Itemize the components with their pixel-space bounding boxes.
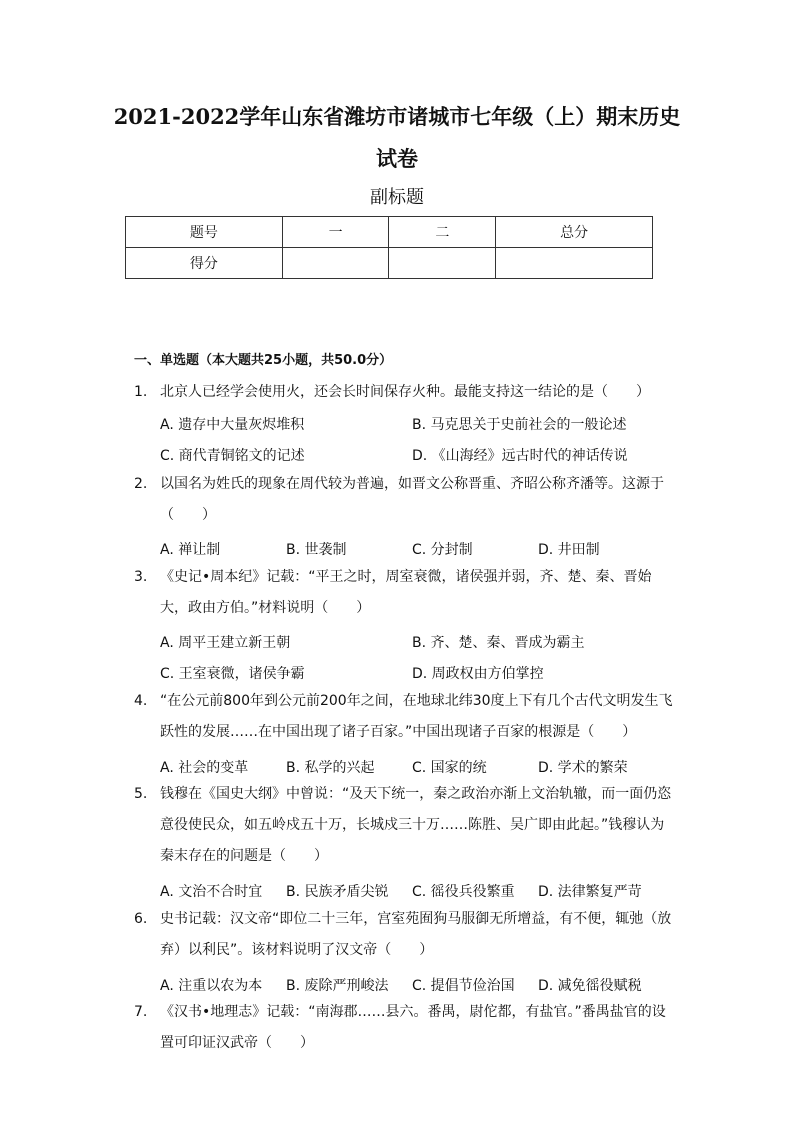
score-input-cell[interactable] [389,248,496,279]
question-number: 1. [134,384,148,400]
question-stem: 钱穆在《国史大纲》中曾说：“及天下统一，秦之政治亦渐上文治轨辙，而一面仍恣意役使民众，如五岭戍五十万，长城戍三十万……陈胜、吴广即由此起。”钱穆认为秦末存在的问题是（ ） [160,786,672,864]
score-row-label: 得分 [126,248,283,279]
option[interactable]: C. 王室衰微，诸侯争霸 [160,666,305,682]
question [134,904,674,966]
score-table [125,216,653,279]
question-stem: 北京人已经学会使用火，还会长时间保存火种。最能支持这一结论的是（ ） [160,384,650,400]
option[interactable]: C. 分封制 [412,542,473,558]
option[interactable]: B. 废除严刑峻法 [286,978,389,994]
option[interactable]: A. 禅让制 [160,542,221,558]
question [134,997,674,1059]
option[interactable]: D. 周政权由方伯掌控 [412,666,544,682]
score-header-cell: 题号 [126,217,283,248]
option[interactable]: A. 遗存中大量灰烬堆积 [160,417,305,433]
option[interactable]: D. 学术的繁荣 [538,760,628,776]
score-input-cell[interactable] [282,248,389,279]
option[interactable]: B. 齐、楚、秦、晋成为霸主 [412,635,585,651]
option[interactable]: D. 井田制 [538,542,600,558]
exam-subtitle: 副标题 [370,187,424,208]
question [134,779,674,872]
option[interactable]: A. 周平王建立新王朝 [160,635,291,651]
option[interactable]: D. 减免徭役赋税 [538,978,642,994]
option[interactable]: C. 商代青铜铭文的记述 [160,448,305,464]
option[interactable]: D. 《山海经》远古时代的神话传说 [412,448,628,464]
score-header-cell: 一 [282,217,389,248]
option[interactable]: A. 文治不合时宜 [160,884,263,900]
section-heading: 一、单选题（本大题共25小题，共50.0分） [134,353,393,368]
question-number: 2. [134,476,148,492]
question-number: 6. [134,911,148,927]
question-stem: 《史记•周本纪》记载：“平王之时，周室衰微，诸侯强并弱，齐、楚、秦、晋始大，政由方伯。”材料说明（ ） [160,569,652,616]
question-number: 4. [134,693,148,709]
question [134,686,674,748]
option[interactable]: B. 世袭制 [286,542,347,558]
option[interactable]: D. 法律繁复严苛 [538,884,642,900]
option[interactable]: B. 民族矛盾尖锐 [286,884,389,900]
question-number: 5. [134,786,148,802]
score-header-cell: 二 [389,217,496,248]
question-stem: 《汉书•地理志》记载：“南海郡……县六。番禺，尉佗都，有盐官。”番禺盐官的设置可印证汉武帝（ ） [160,1004,666,1051]
question [134,469,674,531]
question-stem: 史书记载：汉文帝“即位二十三年，宫室苑囿狗马服御无所增益，有不便，辄弛（放弃）以利民”。该材料说明了汉文帝（ ） [160,911,672,958]
score-header-cell: 总分 [496,217,653,248]
option[interactable]: A. 社会的变革 [160,760,249,776]
score-table-score-row [126,248,653,279]
exam-title: 2021-2022学年山东省潍坊市诸城市七年级（上）期末历史试卷 [113,104,681,171]
question-number: 3. [134,569,148,585]
option[interactable]: C. 提倡节俭治国 [412,978,515,994]
question [134,562,674,624]
score-input-cell[interactable] [496,248,653,279]
question-stem: 以国名为姓氏的现象在周代较为普遍，如晋文公称晋重、齐昭公称齐潘等。这源于（ ） [160,476,664,523]
score-table-header-row [126,217,653,248]
question-stem: “在公元前800年到公元前200年之间，在地球北纬30度上下有几个古代文明发生飞跃性的发展……在中国出现了诸子百家。”中国出现诸子百家的根源是（ ） [160,693,673,740]
option[interactable]: C. 徭役兵役繁重 [412,884,515,900]
question [134,377,674,408]
option[interactable]: B. 马克思关于史前社会的一般论述 [412,417,627,433]
option[interactable]: C. 国家的统 [412,760,487,776]
option[interactable]: A. 注重以农为本 [160,978,263,994]
option[interactable]: B. 私学的兴起 [286,760,375,776]
question-number: 7. [134,1004,148,1020]
